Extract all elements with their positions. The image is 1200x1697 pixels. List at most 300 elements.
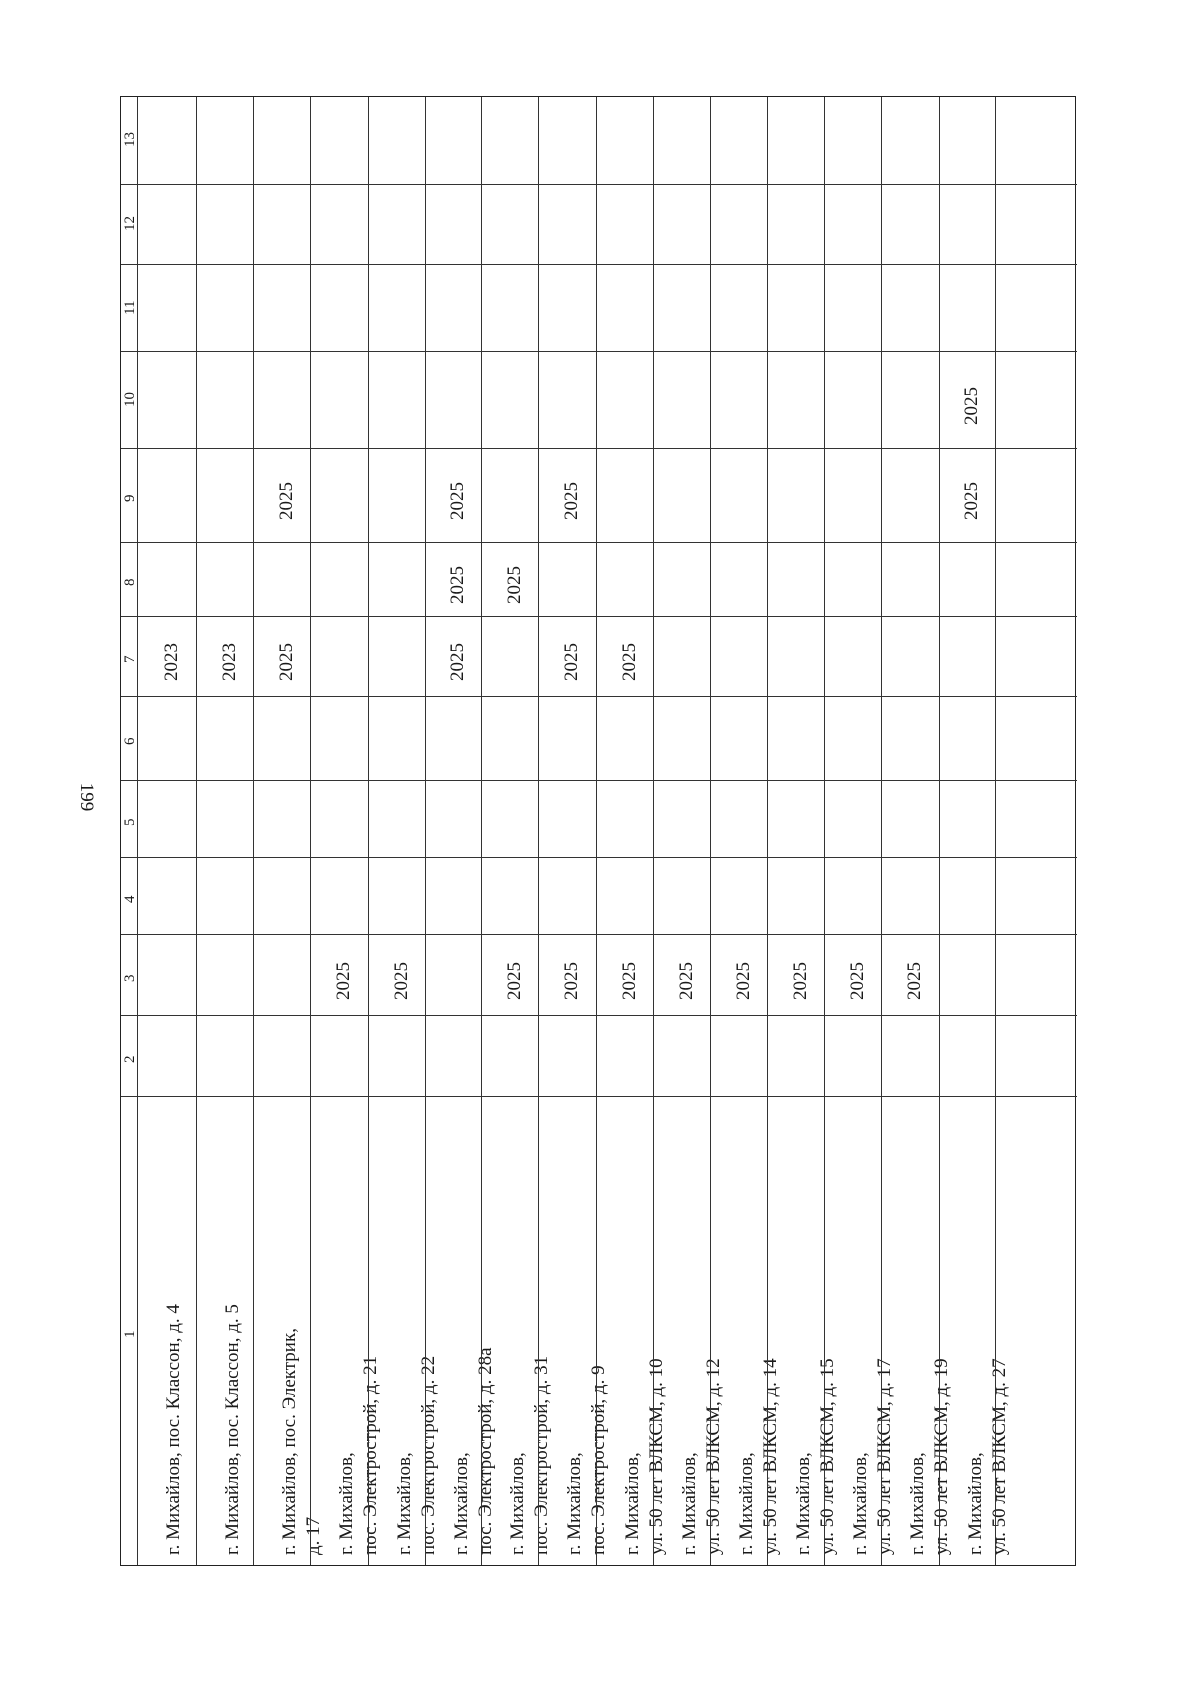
table-cell — [426, 543, 481, 617]
table-cell — [539, 858, 596, 935]
header-cell — [121, 781, 137, 858]
address-line-2: пос. Электрострой, д. 22 — [418, 1355, 439, 1555]
table-cell — [311, 449, 368, 543]
address-line-2: ул. 50 лет ВЛКСМ, д. 10 — [646, 1358, 667, 1555]
data-table — [120, 96, 1076, 1566]
year-value: 2025 — [447, 566, 468, 604]
table-cell — [654, 265, 710, 352]
table-cell — [197, 543, 253, 617]
table-row — [538, 97, 609, 1565]
table-row — [596, 97, 667, 1565]
table-cell — [882, 781, 939, 858]
table-cell — [711, 781, 767, 858]
table-cell — [138, 697, 196, 781]
address-line-2: ул. 50 лет ВЛКСМ, д. 17 — [874, 1358, 895, 1555]
table-cell — [597, 935, 653, 1016]
table-cell — [882, 697, 939, 781]
table-cell — [369, 265, 425, 352]
table-cell — [882, 935, 939, 1016]
table-cell — [711, 97, 767, 185]
table-row — [368, 97, 439, 1565]
year-value: 2025 — [390, 961, 412, 1000]
table-cell — [539, 697, 596, 781]
table-cell — [940, 1097, 1010, 1567]
table-cell — [138, 265, 196, 352]
table-cell — [311, 781, 368, 858]
table-cell — [197, 97, 253, 185]
table-cell — [996, 352, 1077, 449]
column-number: 2 — [122, 1055, 138, 1063]
column-number: 5 — [122, 818, 138, 826]
year-value: 2025 — [447, 482, 468, 520]
table-cell — [597, 1016, 653, 1097]
column-number: 8 — [122, 578, 138, 586]
table-cell — [426, 449, 481, 543]
table-row — [310, 97, 381, 1565]
table-row — [995, 97, 1077, 1565]
year-value: 2025 — [618, 643, 640, 681]
table-cell — [825, 543, 881, 617]
table-cell — [711, 352, 767, 449]
table-cell — [197, 935, 253, 1016]
table-cell — [482, 858, 538, 935]
table-cell — [311, 1097, 381, 1567]
table-cell — [369, 97, 425, 185]
year-value: 2025 — [447, 643, 468, 681]
table-cell — [996, 781, 1077, 858]
table-cell — [654, 543, 710, 617]
table-cell — [711, 935, 767, 1016]
table-cell — [996, 1016, 1077, 1097]
year-value: 2023 — [218, 643, 240, 681]
address-line-1: г. Михайлов, — [564, 1452, 585, 1555]
table-cell — [825, 697, 881, 781]
table-cell — [138, 185, 196, 265]
address-line-2: пос. Электрострой, д. 9 — [588, 1365, 609, 1555]
table-cell — [996, 617, 1077, 697]
table-row — [881, 97, 952, 1565]
table-cell — [940, 97, 995, 185]
table-cell — [996, 97, 1077, 185]
column-number: 11 — [122, 300, 138, 315]
table-cell — [711, 697, 767, 781]
table-cell — [996, 265, 1077, 352]
table-cell — [597, 543, 653, 617]
table-cell — [597, 97, 653, 185]
table-cell — [369, 617, 425, 697]
table-cell — [882, 1016, 939, 1097]
table-cell — [654, 617, 710, 697]
table-cell — [825, 858, 881, 935]
year-value: 2025 — [961, 386, 982, 425]
header-cell — [121, 858, 137, 935]
table-cell — [426, 1097, 496, 1567]
table-cell — [539, 352, 596, 449]
address-line-2: ул. 50 лет ВЛКСМ, д. 27 — [989, 1358, 1010, 1555]
table-cell — [940, 352, 995, 449]
table-cell — [482, 697, 538, 781]
header-column — [121, 97, 137, 1565]
address-line-2: ул. 50 лет ВЛКСМ, д. 15 — [817, 1358, 838, 1555]
table-cell — [654, 858, 710, 935]
table-cell — [138, 617, 196, 697]
table-cell — [768, 617, 824, 697]
page-number — [76, 775, 96, 819]
table-cell — [882, 185, 939, 265]
table-cell — [369, 858, 425, 935]
table-cell — [940, 858, 995, 935]
table-cell — [654, 449, 710, 543]
table-cell — [197, 781, 253, 858]
table-cell — [768, 543, 824, 617]
table-cell — [597, 185, 653, 265]
address-line-2: пос. Электрострой, д. 28а — [475, 1347, 496, 1555]
table-cell — [138, 1016, 196, 1097]
table-cell — [426, 185, 481, 265]
table-cell — [426, 617, 481, 697]
table-cell — [311, 617, 368, 697]
address-line-1: г. Михайлов, пос. Классон, д. 4 — [163, 1304, 184, 1555]
table-row — [824, 97, 895, 1565]
column-number: 7 — [122, 655, 138, 663]
table-cell — [996, 858, 1077, 935]
table-cell — [768, 352, 824, 449]
year-value: 2025 — [275, 482, 297, 520]
table-cell — [711, 1097, 781, 1567]
table-row — [196, 97, 253, 1565]
column-number: 3 — [122, 974, 138, 982]
table-cell — [711, 617, 767, 697]
table-cell — [369, 543, 425, 617]
table-cell — [254, 449, 310, 543]
table-cell — [768, 697, 824, 781]
table-cell — [654, 1097, 724, 1567]
table-cell — [197, 265, 253, 352]
table-cell — [654, 781, 710, 858]
table-cell — [940, 1016, 995, 1097]
year-value: 2025 — [503, 566, 525, 604]
table-cell — [825, 265, 881, 352]
year-value: 2025 — [561, 643, 582, 681]
address-line-1: г. Михайлов, — [907, 1452, 928, 1555]
table-cell — [996, 935, 1077, 1016]
column-number: 9 — [122, 494, 138, 502]
table-cell — [138, 352, 196, 449]
table-cell — [768, 935, 824, 1016]
table-cell — [539, 97, 596, 185]
table-cell — [138, 781, 196, 858]
address-line-1: г. Михайлов, — [622, 1452, 643, 1555]
table-cell — [539, 265, 596, 352]
address-line-2: пос. Электрострой, д. 31 — [531, 1355, 552, 1555]
header-cell — [121, 543, 137, 617]
table-cell — [940, 543, 995, 617]
column-number: 10 — [122, 391, 138, 407]
address-line-1: г. Михайлов, пос. Классон, д. 5 — [222, 1304, 243, 1555]
table-cell — [197, 352, 253, 449]
table-cell — [138, 935, 196, 1016]
table-cell — [426, 352, 481, 449]
table-cell — [369, 1097, 439, 1567]
table-row — [939, 97, 1010, 1565]
table-cell — [138, 449, 196, 543]
header-cell — [121, 97, 137, 185]
table-cell — [426, 935, 481, 1016]
table-cell — [597, 449, 653, 543]
table-cell — [711, 1016, 767, 1097]
address-line-1: г. Михайлов, — [507, 1452, 528, 1555]
address-line-1: г. Михайлов, — [679, 1452, 700, 1555]
year-value: 2025 — [846, 961, 868, 1000]
table-cell — [197, 185, 253, 265]
table-cell — [138, 858, 196, 935]
table-cell — [426, 697, 481, 781]
table-cell — [825, 352, 881, 449]
table-cell — [940, 265, 995, 352]
table-cell — [254, 617, 310, 697]
table-cell — [825, 97, 881, 185]
table-cell — [254, 185, 310, 265]
table-cell — [138, 1097, 196, 1567]
table-cell — [768, 185, 824, 265]
table-cell — [711, 858, 767, 935]
table-cell — [369, 352, 425, 449]
table-row — [481, 97, 552, 1565]
table-cell — [482, 352, 538, 449]
address-line-2: ул. 50 лет ВЛКСМ, д. 19 — [931, 1358, 952, 1555]
table-cell — [940, 781, 995, 858]
table-cell — [654, 97, 710, 185]
table-cell — [597, 858, 653, 935]
table-cell — [768, 781, 824, 858]
year-value: 2025 — [333, 961, 354, 1000]
table-cell — [882, 97, 939, 185]
table-cell — [768, 858, 824, 935]
table-cell — [654, 352, 710, 449]
header-cell — [121, 185, 137, 265]
table-row — [253, 97, 324, 1565]
table-cell — [654, 697, 710, 781]
address-line-1: г. Михайлов, — [793, 1452, 814, 1555]
table-cell — [996, 1097, 1077, 1567]
table-cell — [654, 185, 710, 265]
table-cell — [369, 935, 425, 1016]
table-cell — [138, 97, 196, 185]
column-number: 13 — [122, 132, 138, 147]
table-cell — [825, 185, 881, 265]
table-cell — [311, 265, 368, 352]
page-number-text: 199 — [76, 782, 97, 812]
year-value: 2025 — [561, 961, 582, 1000]
table-cell — [254, 1016, 310, 1097]
table-cell — [768, 97, 824, 185]
table-cell — [597, 697, 653, 781]
table-cell — [654, 1016, 710, 1097]
year-value: 2025 — [961, 482, 982, 520]
address-line-1: г. Михайлов, — [451, 1452, 472, 1555]
table-cell — [254, 352, 310, 449]
table-cell — [940, 617, 995, 697]
table-cell — [539, 781, 596, 858]
table-cell — [369, 697, 425, 781]
table-cell — [882, 858, 939, 935]
table-row — [137, 97, 196, 1565]
table-cell — [254, 265, 310, 352]
table-cell — [482, 543, 538, 617]
column-number: 6 — [122, 737, 138, 745]
address-line-1: г. Михайлов, — [394, 1452, 415, 1555]
table-cell — [597, 617, 653, 697]
header-cell — [121, 1097, 137, 1567]
column-number: 12 — [122, 216, 138, 231]
header-cell — [121, 352, 137, 449]
table-cell — [482, 1097, 552, 1567]
table-cell — [197, 449, 253, 543]
table-cell — [311, 858, 368, 935]
table-cell — [768, 1097, 838, 1567]
table-row — [710, 97, 781, 1565]
table-cell — [197, 858, 253, 935]
table-cell — [882, 543, 939, 617]
table-cell — [482, 265, 538, 352]
header-cell — [121, 1016, 137, 1097]
address-line-1: г. Михайлов, пос. Электрик, — [279, 1328, 300, 1555]
address-line-2: ул. 50 лет ВЛКСМ, д. 14 — [760, 1358, 781, 1555]
table-row — [653, 97, 724, 1565]
table-cell — [138, 543, 196, 617]
table-cell — [882, 1097, 952, 1567]
table-cell — [426, 1016, 481, 1097]
table-cell — [825, 935, 881, 1016]
table-cell — [482, 97, 538, 185]
table-cell — [197, 1016, 253, 1097]
table-cell — [254, 697, 310, 781]
table-cell — [825, 1016, 881, 1097]
table-cell — [426, 858, 481, 935]
column-number: 4 — [122, 895, 138, 903]
table-cell — [311, 185, 368, 265]
table-cell — [597, 352, 653, 449]
table-cell — [197, 697, 253, 781]
address-line-2: пос. Электрострой, д. 21 — [360, 1355, 381, 1555]
table-cell — [654, 935, 710, 1016]
year-value: 2025 — [789, 961, 811, 1000]
table-cell — [996, 185, 1077, 265]
table-cell — [711, 185, 767, 265]
table-cell — [711, 265, 767, 352]
table-cell — [996, 543, 1077, 617]
address-line-1: г. Михайлов, — [736, 1452, 757, 1555]
year-value: 2023 — [160, 643, 182, 681]
table-cell — [825, 781, 881, 858]
table-cell — [825, 449, 881, 543]
table-cell — [311, 697, 368, 781]
table-cell — [825, 617, 881, 697]
table-cell — [940, 185, 995, 265]
table-cell — [369, 185, 425, 265]
table-cell — [369, 1016, 425, 1097]
table-cell — [426, 781, 481, 858]
table-cell — [482, 617, 538, 697]
address-line-2: ул. 50 лет ВЛКСМ, д. 12 — [703, 1358, 724, 1555]
table-cell — [940, 449, 995, 543]
header-cell — [121, 697, 137, 781]
year-value: 2025 — [503, 961, 525, 1000]
table-cell — [311, 543, 368, 617]
table-cell — [539, 935, 596, 1016]
table-cell — [426, 97, 481, 185]
table-cell — [254, 97, 310, 185]
table-cell — [482, 1016, 538, 1097]
table-cell — [597, 781, 653, 858]
year-value: 2025 — [275, 643, 297, 681]
table-cell — [254, 858, 310, 935]
table-cell — [768, 265, 824, 352]
table-cell — [482, 781, 538, 858]
table-cell — [197, 617, 253, 697]
table-cell — [539, 1016, 596, 1097]
table-cell — [539, 543, 596, 617]
table-cell — [369, 781, 425, 858]
table-row — [425, 97, 496, 1565]
table-cell — [254, 935, 310, 1016]
table-cell — [254, 781, 310, 858]
table-cell — [597, 265, 653, 352]
table-cell — [882, 449, 939, 543]
column-number: 1 — [122, 1330, 138, 1338]
table-cell — [539, 185, 596, 265]
table-cell — [482, 449, 538, 543]
header-cell — [121, 449, 137, 543]
table-cell — [311, 1016, 368, 1097]
table-cell — [539, 449, 596, 543]
table-cell — [996, 449, 1077, 543]
table-cell — [539, 1097, 609, 1567]
table-cell — [882, 352, 939, 449]
year-value: 2025 — [561, 482, 582, 520]
year-value: 2025 — [618, 961, 640, 1000]
table-cell — [597, 1097, 667, 1567]
table-cell — [254, 1097, 324, 1567]
table-cell — [882, 617, 939, 697]
table-cell — [311, 935, 368, 1016]
table-cell — [254, 543, 310, 617]
year-value: 2025 — [904, 961, 925, 1000]
table-cell — [311, 97, 368, 185]
table-cell — [539, 617, 596, 697]
table-cell — [768, 449, 824, 543]
table-cell — [768, 1016, 824, 1097]
table-cell — [940, 697, 995, 781]
header-cell — [121, 935, 137, 1016]
table-cell — [711, 449, 767, 543]
table-cell — [996, 697, 1077, 781]
address-line-1: г. Михайлов, — [965, 1452, 986, 1555]
table-cell — [882, 265, 939, 352]
address-line-1: г. Михайлов, — [850, 1452, 871, 1555]
table-cell — [711, 543, 767, 617]
year-value: 2025 — [732, 961, 754, 1000]
table-cell — [197, 1097, 253, 1567]
table-cell — [940, 935, 995, 1016]
address-line-2: д. 17 — [303, 1516, 324, 1555]
address-line-1: г. Михайлов, — [336, 1452, 357, 1555]
header-cell — [121, 265, 137, 352]
table-row — [767, 97, 838, 1565]
table-cell — [426, 265, 481, 352]
table-cell — [482, 935, 538, 1016]
header-cell — [121, 617, 137, 697]
